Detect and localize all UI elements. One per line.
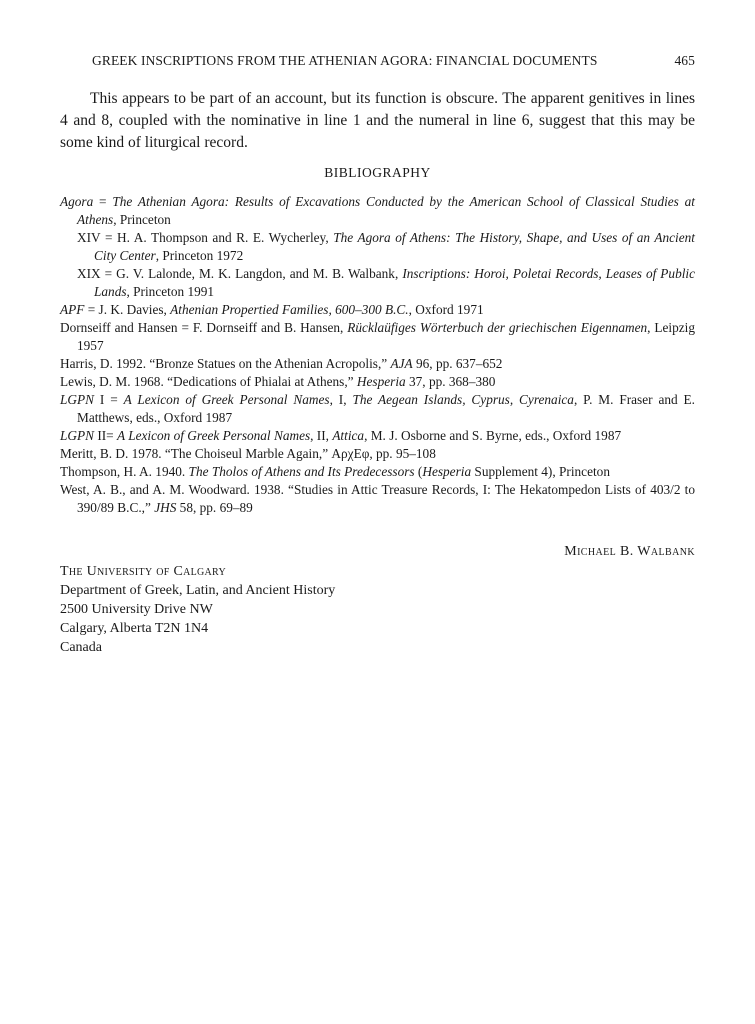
bibliography-list xyxy=(60,193,695,517)
bib-entry-lgpn-2: LGPN II= A Lexicon of Greek Personal Names, II, Attica, M. J. Osborne and S. Byrne, eds., Oxford 1987 xyxy=(60,428,622,443)
bibliography-heading: BIBLIOGRAPHY xyxy=(324,165,431,180)
running-head-title: GREEK INSCRIPTIONS FROM THE ATHENIAN AGORA: FINANCIAL DOCUMENTS xyxy=(92,53,598,68)
bib-entry-west: West, A. B., and A. M. Woodward. 1938. “Studies in Attic Treasure Records, I: The Hekatompedon Lists of 403/2 to 390/89 B.C.,” JHS 58, pp. 69–89 xyxy=(60,482,695,515)
affiliation-institution: The University of Calgary xyxy=(60,564,226,579)
affiliation-city: Calgary, Alberta T2N 1N4 xyxy=(60,621,209,636)
bib-entry-agora-xiv: XIV = H. A. Thompson and R. E. Wycherley, The Agora of Athens: The History, Shape, and Uses of an Ancient City Center, Princeton 1972 xyxy=(77,230,695,263)
intro-paragraph: This appears to be part of an account, but its function is obscure. The apparent genitives in lines 4 and 8, coupled with the nominative in line 1 and the numeral in line 6, suggest that this may be some kind of liturgical record. xyxy=(60,90,695,151)
bib-entry-harris: Harris, D. 1992. “Bronze Statues on the Athenian Acropolis,” AJA 96, pp. 637–652 xyxy=(60,356,503,371)
bib-entry-agora-xix: XIX = G. V. Lalonde, M. K. Langdon, and M. B. Walbank, Inscriptions: Horoi, Poletai Records, Leases of Public Lands, Princeton 1991 xyxy=(77,266,696,299)
running-head xyxy=(92,53,695,69)
intro-paragraph-block xyxy=(60,88,695,154)
bib-entry-agora: Agora = The Athenian Agora: Results of Excavations Conducted by the American School of Classical Studies at Athens, Princeton xyxy=(60,194,695,227)
affiliation-department: Department of Greek, Latin, and Ancient History xyxy=(60,583,336,598)
affiliation-street: 2500 University Drive NW xyxy=(60,602,213,617)
author-name: Michael B. Walbank xyxy=(564,544,695,559)
page-number: 465 xyxy=(674,53,695,68)
bib-entry-meritt: Meritt, B. D. 1978. “The Choiseul Marble Again,” ΑρχΕφ, pp. 95–108 xyxy=(60,446,436,461)
bib-entry-thompson: Thompson, H. A. 1940. The Tholos of Athens and Its Predecessors (Hesperia Supplement 4), Princeton xyxy=(60,464,610,479)
bib-entry-lewis: Lewis, D. M. 1968. “Dedications of Phialai at Athens,” Hesperia 37, pp. 368–380 xyxy=(60,374,496,389)
bib-entry-apf: APF = J. K. Davies, Athenian Propertied Families, 600–300 B.C., Oxford 1971 xyxy=(60,302,484,317)
author-affiliation xyxy=(60,562,335,657)
bib-entry-dornseiff: Dornseiff and Hansen = F. Dornseiff and B. Hansen, Rücklaüfiges Wörterbuch der griechischen Eigennamen, Leipzig 1957 xyxy=(60,320,695,353)
bib-entry-lgpn-1: LGPN I = A Lexicon of Greek Personal Names, I, The Aegean Islands, Cyprus, Cyrenaica, P. M. Fraser and E. Matthews, eds., Oxford 1987 xyxy=(60,392,695,425)
affiliation-country: Canada xyxy=(60,640,102,655)
